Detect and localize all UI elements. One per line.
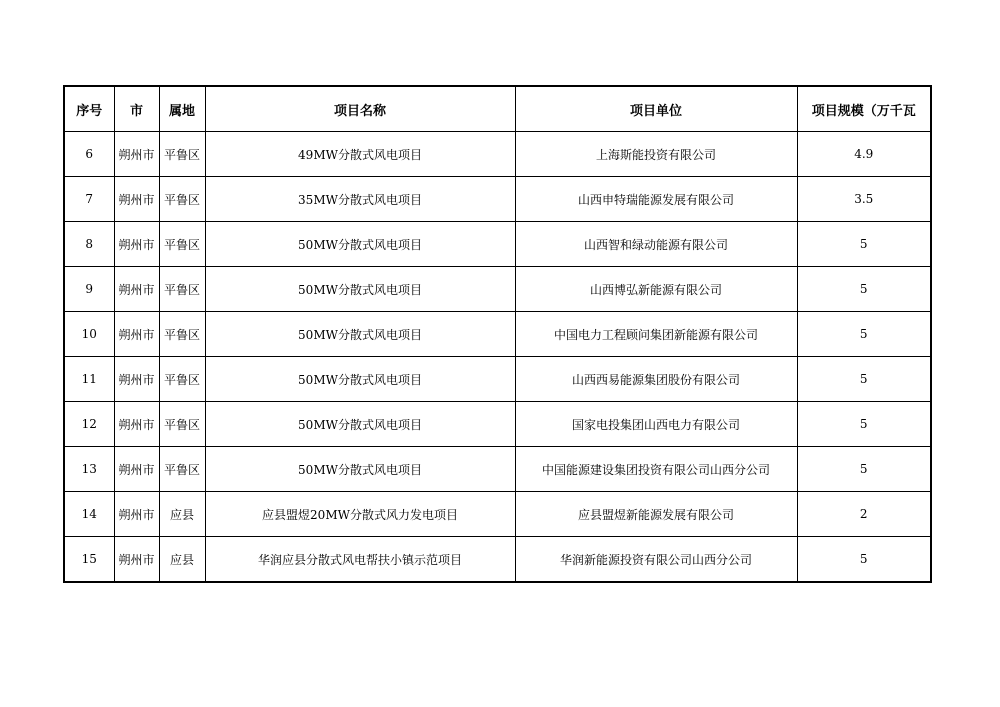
header-name: 项目名称 [205, 86, 515, 132]
cell-no: 10 [64, 312, 114, 357]
cell-area: 平鲁区 [159, 177, 205, 222]
table-row [64, 312, 931, 357]
table-row [64, 267, 931, 312]
cell-no: 14 [64, 492, 114, 537]
cell-unit: 山西博弘新能源有限公司 [515, 267, 797, 312]
cell-area: 平鲁区 [159, 132, 205, 177]
cell-area: 平鲁区 [159, 222, 205, 267]
table-row [64, 132, 931, 177]
cell-scale: 2 [797, 492, 931, 537]
cell-city: 朔州市 [114, 312, 159, 357]
cell-scale: 4.9 [797, 132, 931, 177]
cell-area: 平鲁区 [159, 312, 205, 357]
cell-name: 35MW分散式风电项目 [205, 177, 515, 222]
cell-name: 50MW分散式风电项目 [205, 312, 515, 357]
cell-name: 50MW分散式风电项目 [205, 267, 515, 312]
cell-unit: 山西申特瑞能源发展有限公司 [515, 177, 797, 222]
project-table [63, 85, 932, 583]
cell-unit: 国家电投集团山西电力有限公司 [515, 402, 797, 447]
cell-city: 朔州市 [114, 132, 159, 177]
cell-area: 平鲁区 [159, 447, 205, 492]
cell-no: 15 [64, 537, 114, 583]
table-row [64, 357, 931, 402]
cell-scale: 5 [797, 312, 931, 357]
cell-unit: 上海斯能投资有限公司 [515, 132, 797, 177]
cell-city: 朔州市 [114, 222, 159, 267]
cell-name: 50MW分散式风电项目 [205, 357, 515, 402]
cell-unit: 华润新能源投资有限公司山西分公司 [515, 537, 797, 583]
cell-no: 8 [64, 222, 114, 267]
cell-city: 朔州市 [114, 177, 159, 222]
cell-area: 平鲁区 [159, 357, 205, 402]
header-area: 属地 [159, 86, 205, 132]
cell-area: 平鲁区 [159, 402, 205, 447]
cell-scale: 5 [797, 402, 931, 447]
cell-scale: 5 [797, 537, 931, 583]
table-row [64, 222, 931, 267]
table-row [64, 402, 931, 447]
cell-unit: 应县盟煜新能源发展有限公司 [515, 492, 797, 537]
cell-name: 应县盟煜20MW分散式风力发电项目 [205, 492, 515, 537]
cell-unit: 山西西易能源集团股份有限公司 [515, 357, 797, 402]
cell-area: 平鲁区 [159, 267, 205, 312]
cell-scale: 5 [797, 222, 931, 267]
table-row [64, 177, 931, 222]
cell-area: 应县 [159, 492, 205, 537]
cell-no: 9 [64, 267, 114, 312]
cell-area: 应县 [159, 537, 205, 583]
cell-name: 49MW分散式风电项目 [205, 132, 515, 177]
cell-no: 12 [64, 402, 114, 447]
cell-no: 6 [64, 132, 114, 177]
cell-unit: 中国能源建设集团投资有限公司山西分公司 [515, 447, 797, 492]
header-scale: 项目规模（万千瓦 [797, 86, 931, 132]
cell-scale: 5 [797, 447, 931, 492]
cell-city: 朔州市 [114, 267, 159, 312]
cell-scale: 5 [797, 267, 931, 312]
cell-city: 朔州市 [114, 357, 159, 402]
table-row [64, 537, 931, 583]
cell-city: 朔州市 [114, 447, 159, 492]
cell-city: 朔州市 [114, 537, 159, 583]
cell-name: 50MW分散式风电项目 [205, 222, 515, 267]
cell-name: 华润应县分散式风电帮扶小镇示范项目 [205, 537, 515, 583]
table-row [64, 447, 931, 492]
cell-scale: 5 [797, 357, 931, 402]
header-no: 序号 [64, 86, 114, 132]
cell-no: 13 [64, 447, 114, 492]
header-city: 市 [114, 86, 159, 132]
table-row [64, 492, 931, 537]
cell-city: 朔州市 [114, 402, 159, 447]
cell-unit: 中国电力工程顾问集团新能源有限公司 [515, 312, 797, 357]
cell-name: 50MW分散式风电项目 [205, 447, 515, 492]
cell-name: 50MW分散式风电项目 [205, 402, 515, 447]
cell-city: 朔州市 [114, 492, 159, 537]
cell-scale: 3.5 [797, 177, 931, 222]
cell-no: 11 [64, 357, 114, 402]
header-unit: 项目单位 [515, 86, 797, 132]
cell-unit: 山西智和绿动能源有限公司 [515, 222, 797, 267]
table-header-row [64, 86, 931, 132]
cell-no: 7 [64, 177, 114, 222]
